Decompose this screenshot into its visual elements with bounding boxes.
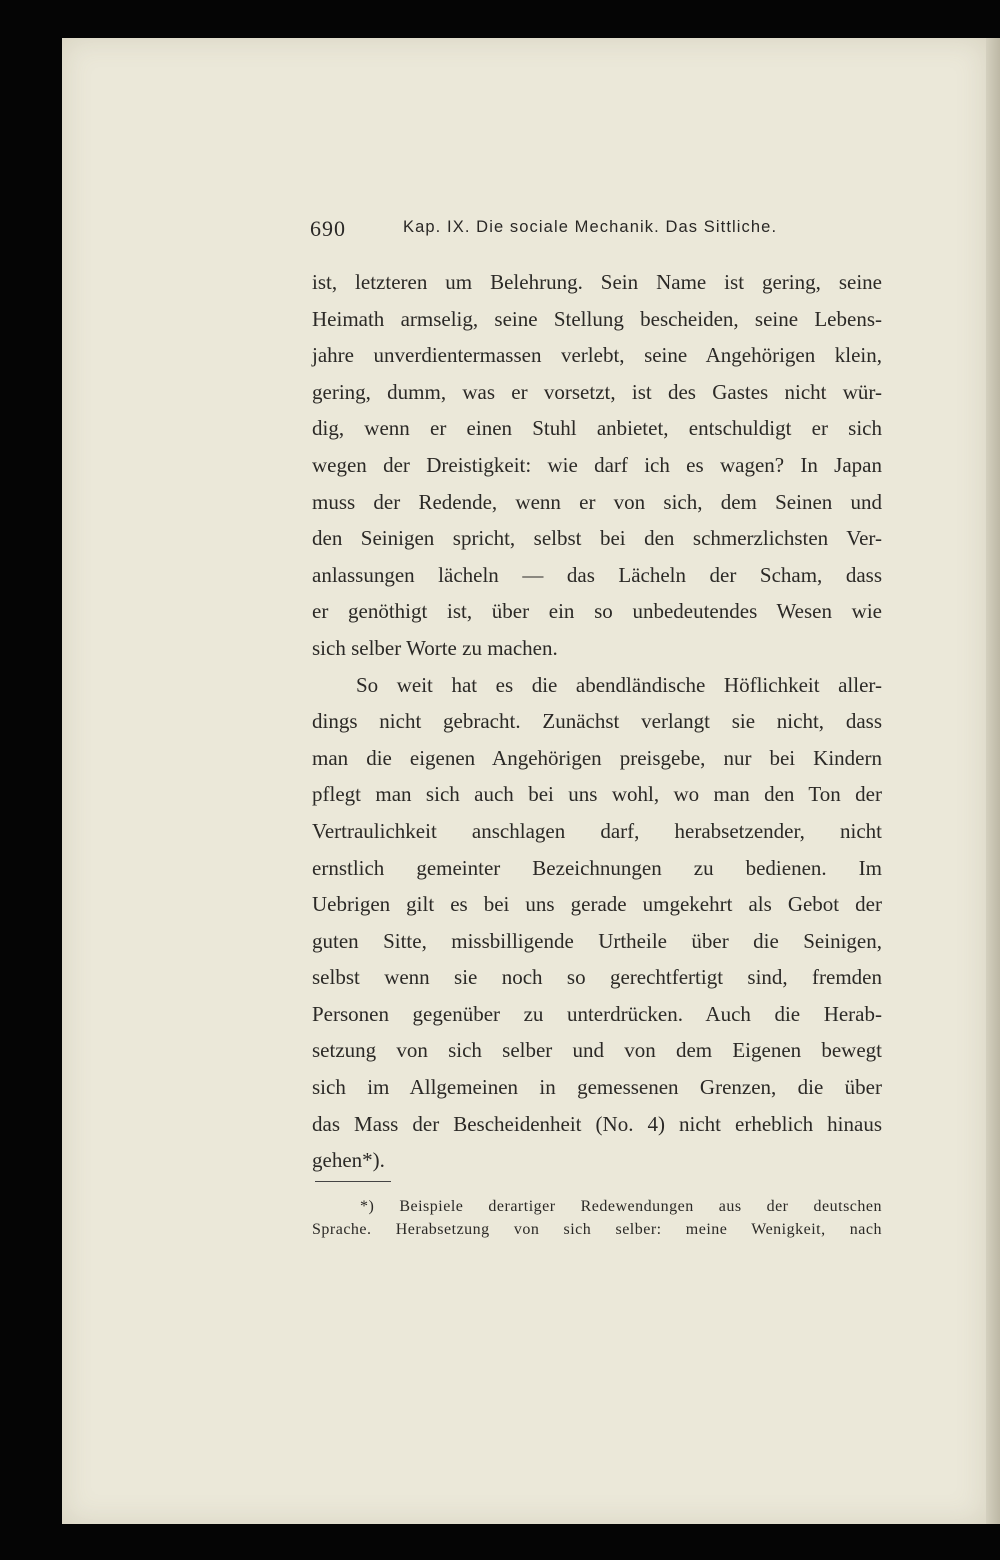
text-line: gering, dumm, was er vorsetzt, ist des Gastes nicht wür- bbox=[312, 379, 882, 404]
text-line: dig, wenn er einen Stuhl anbietet, entschuldigt er sich bbox=[312, 416, 882, 441]
text-line: wegen der Dreistigkeit: wie darf ich es wagen? In Japan bbox=[312, 452, 882, 477]
text-line: selbst wenn sie noch so gerechtfertigt sind, fremden bbox=[312, 965, 882, 990]
text-line: Uebrigen gilt es bei uns gerade umgekehrt als Gebot der bbox=[312, 892, 882, 917]
running-title: Kap. IX. Die sociale Mechanik. Das Sittliche. bbox=[403, 218, 778, 236]
text-line: sich im Allgemeinen in gemessenen Grenzen, die über bbox=[312, 1075, 882, 1100]
footnote-line: *) Beispiele derartiger Redewendungen aus der deutschen bbox=[360, 1198, 882, 1215]
running-header bbox=[310, 214, 885, 246]
footnote-line: Sprache. Herabsetzung von sich selber: meine Wenigkeit, nach bbox=[312, 1221, 882, 1238]
paragraph-end-line: sich selber Worte zu machen. bbox=[312, 635, 558, 660]
text-line: anlassungen lächeln — das Lächeln der Scham, dass bbox=[312, 562, 882, 587]
text-line: pflegt man sich auch bei uns wohl, wo man den Ton der bbox=[312, 782, 882, 807]
text-line: Vertraulichkeit anschlagen darf, herabsetzender, nicht bbox=[312, 818, 882, 843]
text-line: setzung von sich selber und von dem Eigenen bewegt bbox=[312, 1038, 882, 1063]
page-edge bbox=[986, 38, 1000, 1524]
text-line: den Seinigen spricht, selbst bei den schmerzlichsten Ver- bbox=[312, 526, 882, 551]
text-line: jahre unverdientermassen verlebt, seine Angehörigen klein, bbox=[312, 343, 882, 368]
text-line: das Mass der Bescheidenheit (No. 4) nicht erheblich hinaus bbox=[312, 1111, 882, 1136]
footnote bbox=[312, 1195, 882, 1241]
paragraph-start-line: So weit hat es die abendländische Höflichkeit aller- bbox=[356, 672, 882, 697]
text-line: man die eigenen Angehörigen preisgebe, nur bei Kindern bbox=[312, 745, 882, 770]
text-line: Heimath armselig, seine Stellung bescheiden, seine Lebens- bbox=[312, 306, 882, 331]
text-line: Personen gegenüber zu unterdrücken. Auch die Herab- bbox=[312, 1001, 882, 1026]
body-text bbox=[312, 264, 882, 1179]
text-line: guten Sitte, missbilligende Urtheile über die Seinigen, bbox=[312, 928, 882, 953]
text-line: ist, letzteren um Belehrung. Sein Name ist gering, seine bbox=[312, 270, 882, 294]
text-line: ernstlich gemeinter Bezeichnungen zu bedienen. Im bbox=[312, 855, 882, 880]
page-number: 690 bbox=[310, 216, 346, 241]
text-line: dings nicht gebracht. Zunächst verlangt sie nicht, dass bbox=[312, 709, 882, 734]
footnote-divider bbox=[315, 1181, 391, 1182]
text-line: er genöthigt ist, über ein so unbedeutendes Wesen wie bbox=[312, 599, 882, 624]
paragraph-end-line: gehen*). bbox=[312, 1148, 385, 1173]
text-line: muss der Redende, wenn er von sich, dem Seinen und bbox=[312, 489, 882, 514]
